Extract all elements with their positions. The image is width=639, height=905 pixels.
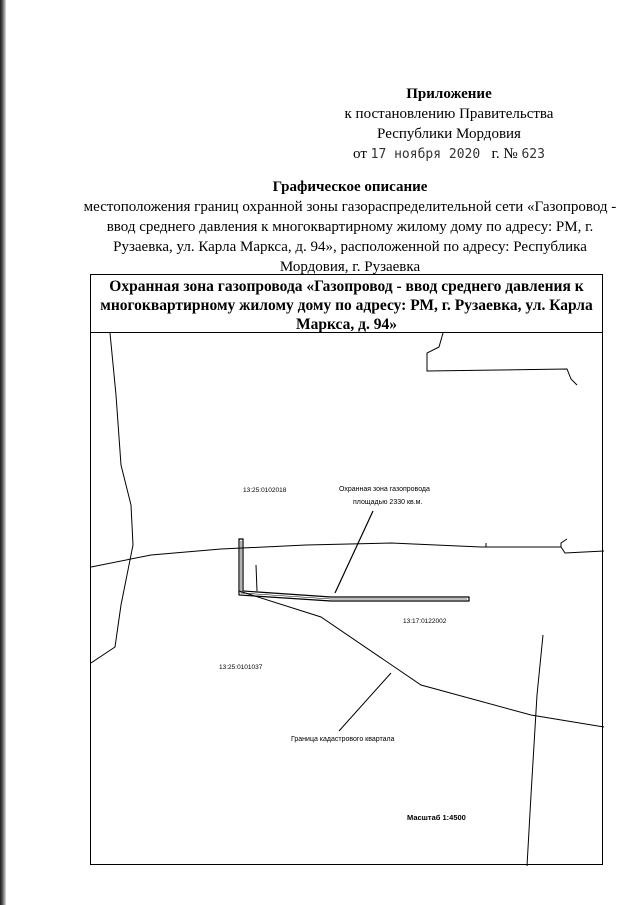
description-heading: Графическое описание <box>272 179 428 195</box>
scale-label: Масштаб 1:4500 <box>407 813 466 822</box>
center-segment-line <box>256 565 257 591</box>
boundary-label: Граница кадастрового квартала <box>291 736 395 743</box>
road-line <box>91 543 604 567</box>
appendix-number-prefix: г. № <box>491 146 518 162</box>
appendix-date-line <box>319 144 579 165</box>
left-boundary-line <box>91 333 133 663</box>
parcel-label-1: 13:25:0102018 <box>243 487 287 494</box>
map-drawing <box>91 275 604 866</box>
top-right-boundary-line <box>427 333 577 385</box>
right-vertical-line <box>527 635 543 866</box>
scan-edge <box>0 0 6 905</box>
appendix-number: 623 <box>521 147 545 162</box>
protection-zone-inner <box>241 541 467 599</box>
map-title: Охранная зона газопровода «Газопровод - ввод среднего давления к многоквартирному жилому дому по адресу: РМ, г. Рузаевка, ул. Карла Маркса, д. 94» <box>91 275 602 333</box>
appendix-line-2: Республики Мордовия <box>377 126 521 142</box>
protection-zone-outline <box>239 539 469 601</box>
description-block <box>80 177 620 277</box>
zone-label-line-2: площадью 2330 кв.м. <box>353 499 423 506</box>
appendix-block <box>319 84 579 165</box>
parcel-label-2: 13:17:0122002 <box>403 618 447 625</box>
right-step-line <box>486 539 567 547</box>
zone-leader-line <box>335 511 373 593</box>
boundary-leader-line <box>339 673 391 731</box>
parcel-label-3: 13:25:0101037 <box>219 664 263 671</box>
cadastral-boundary-line <box>239 591 604 727</box>
appendix-date: 17 ноября 2020 <box>370 147 481 162</box>
appendix-title: Приложение <box>406 86 492 102</box>
appendix-date-prefix: от <box>353 146 367 162</box>
zone-label-line-1: Охранная зона газопровода <box>339 486 430 493</box>
map-frame <box>90 274 603 865</box>
appendix-line-1: к постановлению Правительства <box>344 106 554 122</box>
description-text: местоположения границ охранной зоны газораспределительной сети «Газопровод - ввод среднего давления к многоквартирному жилому дому по адресу: РМ, г. Рузаевка, ул. Карла Маркса, д. 94», расположенной по адресу: Республика Мордовия, г. Рузаевка <box>83 199 617 275</box>
